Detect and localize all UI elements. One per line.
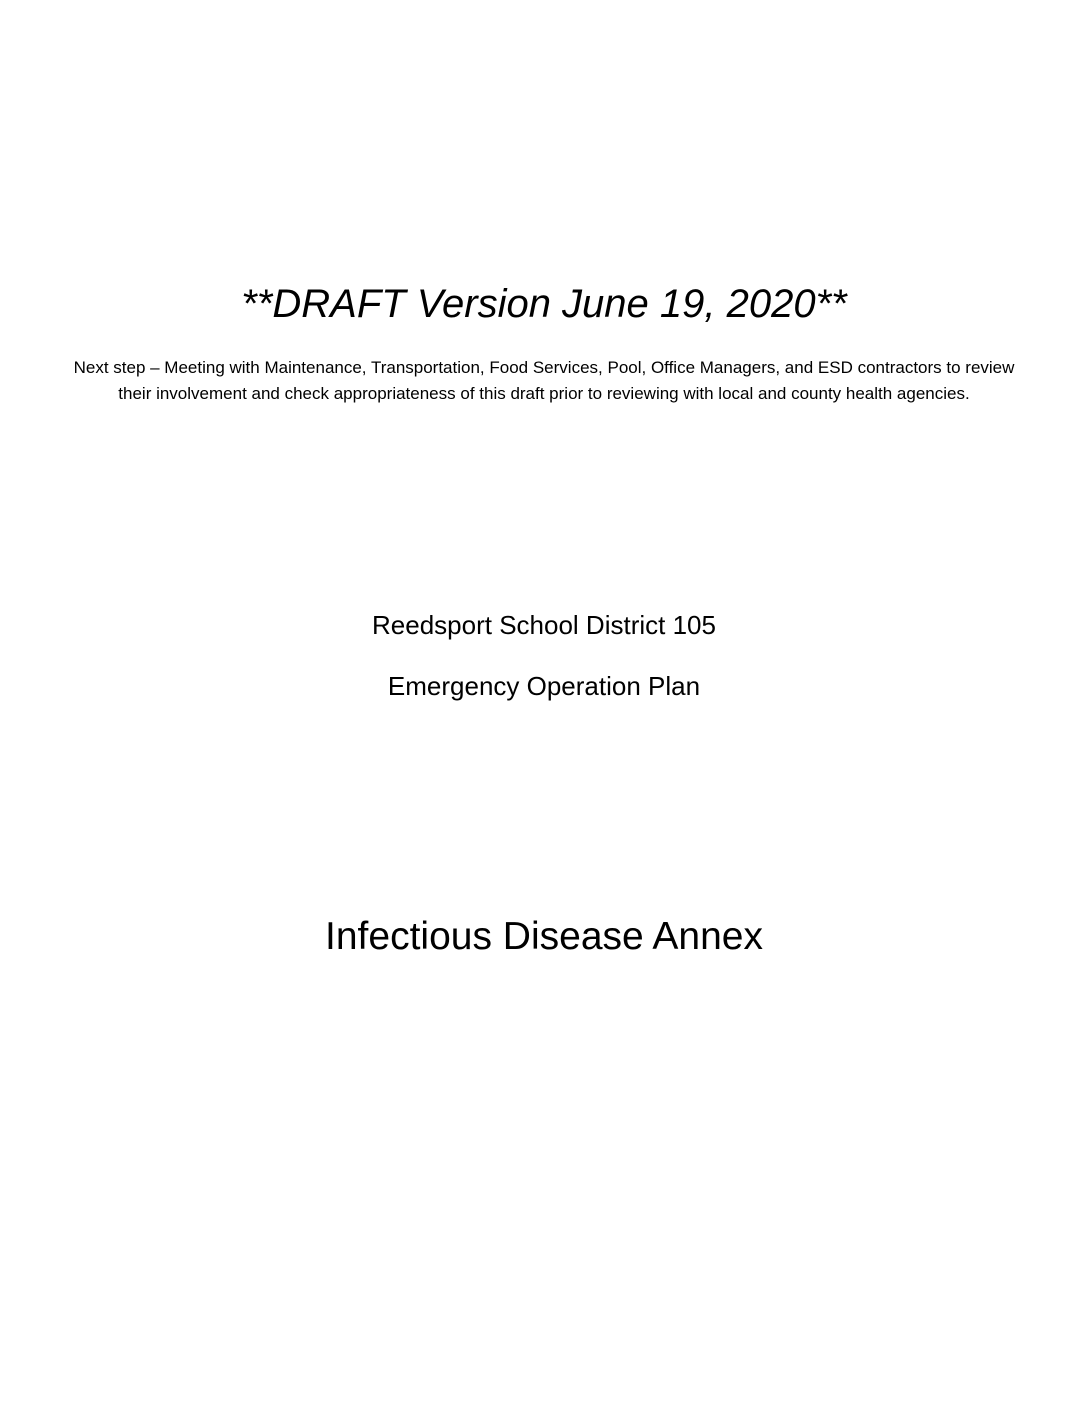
next-step-note: Next step – Meeting with Maintenance, Transportation, Food Services, Pool, Office Managers, and ESD contractors to review their involvement and check appropriateness of this draft prior to reviewing with local and county health agencies. — [73, 358, 1015, 403]
plan-name: Emergency Operation Plan — [387, 671, 701, 701]
annex-title: Infectious Disease Annex — [325, 915, 763, 958]
draft-version-title: **DRAFT Version June 19, 2020** — [241, 282, 847, 326]
district-name: Reedsport School District 105 — [372, 610, 716, 640]
